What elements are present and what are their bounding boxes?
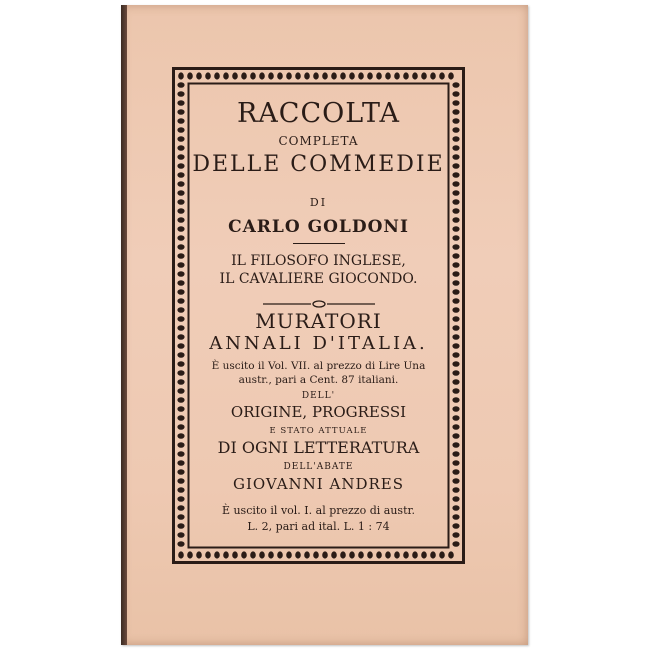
border-bead <box>196 551 202 558</box>
andres-line-3: DI OGNI LETTERATURA <box>217 438 420 457</box>
border-bead <box>177 361 184 367</box>
border-bead <box>277 551 283 558</box>
border-bead <box>452 469 459 475</box>
border-bead <box>223 72 229 79</box>
border-bead <box>452 235 459 241</box>
border-bead <box>277 72 283 79</box>
border-bead <box>452 415 459 421</box>
border-bead <box>177 118 184 124</box>
border-bead <box>304 72 310 79</box>
border-bead <box>452 100 459 106</box>
andres-line-1: ORIGINE, PROGRESSI <box>230 403 407 421</box>
border-bead <box>177 505 184 511</box>
border-bead <box>259 72 265 79</box>
border-bead <box>177 100 184 106</box>
border-bead <box>177 82 184 88</box>
border-bead <box>322 72 328 79</box>
border-bead <box>452 442 459 448</box>
border-bead <box>178 72 184 79</box>
border-bead <box>452 298 459 304</box>
border-bead <box>177 334 184 340</box>
border-bead <box>177 397 184 403</box>
border-bead <box>452 496 459 502</box>
border-bead <box>196 72 202 79</box>
border-bead <box>259 551 265 558</box>
border-bead <box>385 551 391 558</box>
subtitle-completa: COMPLETA <box>278 134 359 148</box>
border-bead <box>214 551 220 558</box>
border-bead <box>452 307 459 313</box>
border-bead <box>177 91 184 97</box>
border-bead <box>177 442 184 448</box>
border-bead <box>177 271 184 277</box>
border-bead <box>177 190 184 196</box>
border-bead <box>177 244 184 250</box>
border-bead <box>177 514 184 520</box>
rule-1 <box>293 243 345 244</box>
play-1: IL FILOSOFO INGLESE, <box>231 253 406 269</box>
border-bead <box>177 226 184 232</box>
border-bead <box>177 541 184 547</box>
andres-dell: DELL' <box>301 391 336 401</box>
border-bead <box>452 532 459 538</box>
border-bead <box>452 280 459 286</box>
border-bead <box>452 478 459 484</box>
border-bead <box>286 72 292 79</box>
border-bead <box>177 460 184 466</box>
border-bead <box>178 551 184 558</box>
border-bead <box>394 551 400 558</box>
border-bead <box>177 289 184 295</box>
border-bead <box>205 72 211 79</box>
border-bead <box>452 109 459 115</box>
border-bead <box>177 316 184 322</box>
border-bead <box>452 91 459 97</box>
border-bead <box>286 551 292 558</box>
border-bead <box>177 253 184 259</box>
border-bead <box>452 226 459 232</box>
title-raccolta: RACCOLTA <box>236 98 401 129</box>
border-bead <box>177 325 184 331</box>
muratori-notice-1: È uscito il Vol. VII. al prezzo di Lire Una <box>211 360 426 372</box>
border-bead <box>331 551 337 558</box>
border-bead <box>452 244 459 250</box>
border-bead <box>177 217 184 223</box>
border-bead <box>412 551 418 558</box>
border-bead <box>177 370 184 376</box>
andres-author: GIOVANNI ANDRES <box>232 475 405 493</box>
border-bead <box>313 551 319 558</box>
border-bead <box>452 424 459 430</box>
border-bead <box>241 551 247 558</box>
label-di: DI <box>309 196 328 209</box>
border-bead <box>452 361 459 367</box>
border-bead <box>177 109 184 115</box>
border-bead <box>452 388 459 394</box>
border-bead <box>304 551 310 558</box>
muratori-notice-2: austr., pari a Cent. 87 italiani. <box>238 374 399 386</box>
border-bead <box>452 253 459 259</box>
border-bead <box>403 551 409 558</box>
border-bead <box>177 487 184 493</box>
border-bead <box>439 551 445 558</box>
ornamental-rule <box>263 293 375 301</box>
title-delle-commedie: DELLE COMMEDIE <box>192 152 445 177</box>
border-bead <box>358 72 364 79</box>
border-bead <box>177 208 184 214</box>
border-bead <box>452 136 459 142</box>
author-goldoni: CARLO GOLDONI <box>228 217 409 237</box>
border-bead <box>452 334 459 340</box>
border-bead <box>177 379 184 385</box>
border-bead <box>177 199 184 205</box>
andres-line-4: DELL'ABATE <box>283 462 354 472</box>
border-bead <box>452 505 459 511</box>
border-bead <box>268 72 274 79</box>
border-bead <box>430 72 436 79</box>
border-bead <box>452 433 459 439</box>
border-bead <box>452 397 459 403</box>
border-bead <box>358 551 364 558</box>
border-bead <box>295 72 301 79</box>
andres-notice-2: L. 2, pari ad ital. L. 1 : 74 <box>247 520 390 533</box>
border-bead <box>177 154 184 160</box>
border-bead <box>452 145 459 151</box>
border-bead <box>452 460 459 466</box>
border-bead <box>452 343 459 349</box>
border-bead <box>452 316 459 322</box>
border-bead <box>452 181 459 187</box>
border-bead <box>187 72 193 79</box>
border-bead <box>376 551 382 558</box>
border-bead <box>177 406 184 412</box>
border-bead <box>452 118 459 124</box>
border-bead <box>448 72 454 79</box>
border-bead <box>452 190 459 196</box>
border-bead <box>452 154 459 160</box>
border-bead <box>177 388 184 394</box>
border-bead <box>421 551 427 558</box>
border-bead <box>250 551 256 558</box>
border-bead <box>331 72 337 79</box>
border-bead <box>177 523 184 529</box>
border-bead <box>367 72 373 79</box>
border-bead <box>448 551 454 558</box>
border-bead <box>439 72 445 79</box>
border-bead <box>177 451 184 457</box>
border-bead <box>452 370 459 376</box>
border-bead <box>177 136 184 142</box>
border-bead <box>452 541 459 547</box>
border-bead <box>452 208 459 214</box>
border-bead <box>385 72 391 79</box>
border-bead <box>340 72 346 79</box>
border-bead <box>452 379 459 385</box>
ornament-svg <box>263 300 375 308</box>
andres-notice-1: È uscito il vol. I. al prezzo di austr. <box>221 504 416 517</box>
border-bead <box>177 307 184 313</box>
border-bead <box>177 145 184 151</box>
title-page-content <box>189 90 448 550</box>
border-bead <box>452 82 459 88</box>
border-bead <box>177 496 184 502</box>
border-bead <box>268 551 274 558</box>
muratori-title: ANNALI D'ITALIA. <box>209 333 428 354</box>
border-bead <box>452 172 459 178</box>
border-bead <box>376 72 382 79</box>
border-bead <box>452 523 459 529</box>
border-bead <box>394 72 400 79</box>
border-bead <box>403 72 409 79</box>
border-bead <box>187 551 193 558</box>
border-bead <box>452 451 459 457</box>
border-bead <box>177 343 184 349</box>
border-bead <box>177 424 184 430</box>
border-bead <box>241 72 247 79</box>
border-bead <box>412 72 418 79</box>
border-bead <box>223 551 229 558</box>
border-bead <box>177 127 184 133</box>
border-bead <box>177 298 184 304</box>
border-bead <box>214 72 220 79</box>
border-bead <box>452 325 459 331</box>
border-bead <box>452 127 459 133</box>
border-bead <box>452 262 459 268</box>
border-bead <box>177 352 184 358</box>
border-bead <box>177 532 184 538</box>
border-bead <box>452 163 459 169</box>
border-bead <box>177 478 184 484</box>
border-bead <box>205 551 211 558</box>
border-bead <box>177 181 184 187</box>
border-bead <box>250 72 256 79</box>
border-bead <box>452 352 459 358</box>
border-bead <box>452 289 459 295</box>
border-bead <box>177 415 184 421</box>
border-bead <box>349 551 355 558</box>
border-bead <box>452 271 459 277</box>
border-bead <box>452 487 459 493</box>
border-bead <box>421 72 427 79</box>
muratori-name: MURATORI <box>255 309 382 333</box>
border-bead <box>313 72 319 79</box>
book-spine <box>121 5 127 645</box>
border-bead <box>452 406 459 412</box>
border-bead <box>452 217 459 223</box>
border-bead <box>177 163 184 169</box>
border-bead <box>340 551 346 558</box>
border-bead <box>232 551 238 558</box>
border-bead <box>452 199 459 205</box>
border-bead <box>322 551 328 558</box>
border-bead <box>430 551 436 558</box>
border-bead <box>177 262 184 268</box>
border-bead <box>177 469 184 475</box>
border-bead <box>349 72 355 79</box>
border-bead <box>367 551 373 558</box>
border-bead <box>177 172 184 178</box>
border-bead <box>177 235 184 241</box>
andres-line-2: E STATO ATTUALE <box>269 426 368 436</box>
border-bead <box>177 280 184 286</box>
border-bead <box>452 514 459 520</box>
border-bead <box>232 72 238 79</box>
border-bead <box>177 433 184 439</box>
border-bead <box>295 551 301 558</box>
play-2: IL CAVALIERE GIOCONDO. <box>219 271 418 287</box>
